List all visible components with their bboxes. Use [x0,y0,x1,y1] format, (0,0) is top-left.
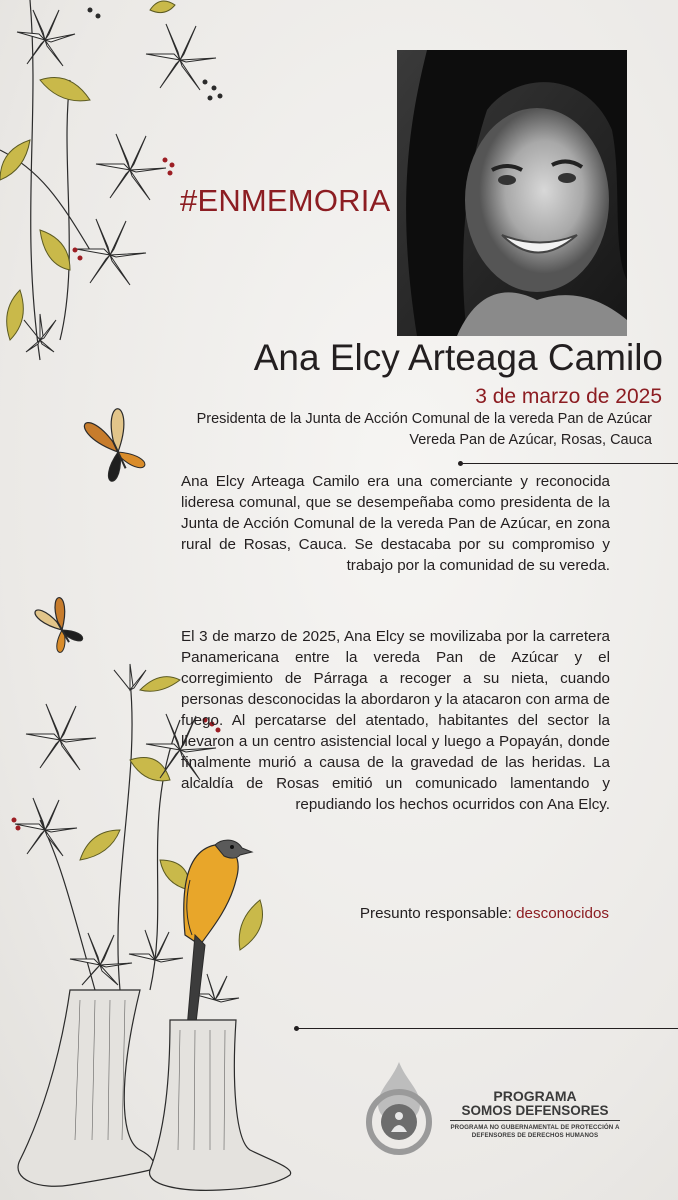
divider-top [460,463,678,464]
divider-bottom [296,1028,678,1029]
logo-divider [450,1120,620,1121]
logo-line-2: SOMOS DEFENSORES [461,1103,609,1118]
logo-tagline-1: PROGRAMA NO GUBERNAMENTAL DE PROTECCIÓN A [450,1124,620,1131]
divider-top-dot [458,461,463,466]
drop-logo-icon [360,1060,438,1160]
logo-tagline-2: DEFENSORES DE DERECHOS HUMANOS [471,1132,599,1139]
event-date: 3 de marzo de 2025 [475,385,662,408]
hashtag-title: #ENMEMORIA [180,183,391,218]
portrait-photo [397,50,627,336]
responsible-value: desconocidos [516,905,609,922]
person-role: Presidenta de la Junta de Acción Comunal de la vereda Pan de Azúcar [196,411,652,427]
responsible-line [260,905,609,922]
bio-paragraph: Ana Elcy Arteaga Camilo era una comerciante y reconocida lideresa comunal, que se desempeñaba como presidenta de la Junta de Acción Comunal de la vereda Pan de Azúcar, en zona rural de Rosas, Cauca. Se destacaba por su compromiso y trabajo por la comunidad de su vereda. [181,473,610,574]
event-location: Vereda Pan de Azúcar, Rosas, Cauca [409,432,652,448]
logo-line-1: PROGRAMA [493,1088,577,1104]
responsible-label: Presunto responsable: [359,905,512,922]
feet-illustration [18,990,291,1190]
divider-bottom-dot [294,1026,299,1031]
event-paragraph: El 3 de marzo de 2025, Ana Elcy se movilizaba por la carretera Panamericana entre la vereda Pan de Azúcar y el corregimiento de Párraga a recoger a su nieta, cuando personas desconocidas la abordaron y la atacaron con arma de fuego. Al percatarse del atentado, habitantes del sector la llevaron a un centro asistencial local y luego a Popayán, donde finalmente murió a causa de la gravedad de las heridas. La alcaldía de Rosas emitió un comunicado lamentando y repudiando los hechos ocurridos con Ana Elcy. [181,628,610,813]
person-name: Ana Elcy Arteaga Camilo [253,337,663,378]
